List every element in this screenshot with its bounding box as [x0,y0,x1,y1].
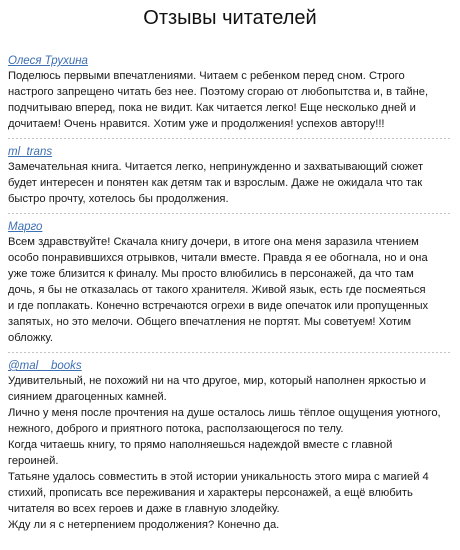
review-text-line: нежного, доброго и приятного потока, расползающегося по телу. [8,423,344,435]
review-text-line: героиней. [8,455,59,467]
review-text-line: Всем здравствуйте! Скачала книгу дочери, в итоге она меня заразила чтением [8,236,419,248]
review-text-line: Удивительный, не похожий ни на что другое, мир, который наполнен яркостью и [8,375,427,387]
review-text [8,234,452,346]
review-item [8,145,452,207]
review-text-line: Лично у меня после прочтения на душе осталось лишь тёплое ощущения уютного, [8,407,441,419]
review-text [8,68,452,132]
review-item [8,54,452,132]
review-text-line: дочитаем! Очень нравится. Хотим уже и продолжения! успехов автору!!! [8,118,385,130]
review-text-line: настрого запрещено читать без нее. Поэтому сгораю от любопытства и, в тайне, [8,86,429,98]
review-text-line: быстро прочту, хотелось бы продолжения. [8,193,229,205]
review-author-link[interactable]: @mal__books [8,360,82,372]
review-text-line: Замечательная книга. Читается легко, непринужденно и захватывающий сюжет [8,161,424,173]
review-text-line: читателя во всех героев и даже в главную злодейку. [8,503,280,515]
review-item [8,220,452,346]
review-text-line: дочь, я бы не отказалась от такого хранителя. Живой язык, есть где посмеяться [8,284,426,296]
review-text-line: запятых, но это мелочи. Общего впечатления не портят. Мы советуем! Хотим [8,316,412,328]
review-text-line: и где поплакать. Конечно встречаются огрехи в виде опечаток или пропущенных [8,300,429,312]
review-author-link[interactable]: ml_trans [8,146,53,158]
review-text-line: уже тоже близится к финалу. Мы просто влюбились в персонажей, да что там [8,268,414,280]
review-text [8,159,452,207]
review-item [8,359,452,533]
review-author-link[interactable]: Олеся Трухина [8,55,88,67]
review-text-line: особо понравившихся отрывков, читали вместе. Правда я ее обогнала, но и она [8,252,428,264]
review-text-line: стихий, прописать все переживания и характеры персонажей, а ещё влюбить [8,487,413,499]
review-text-line: сиянием драгоценных камней. [8,391,167,403]
review-text-line: Татьяне удалось совместить в этой истории уникальность этого мира с магией 4 [8,471,429,483]
page-title: Отзывы читателей [143,7,317,29]
review-text-line: Жду ли я с нетерпением продолжения? Конечно да. [8,519,280,531]
review-divider [8,213,452,214]
review-divider [8,352,452,353]
review-text-line: Когда читаешь книгу, то прямо наполняешься надеждой вместе с главной [8,439,393,451]
review-text [8,373,452,533]
review-text-line: обложку. [8,332,53,344]
review-text-line: подчитываю вперед, пока не видит. Как читается легко! Еще несколько дней и [8,102,416,114]
review-author-link[interactable]: Марго [8,221,43,233]
review-divider [8,138,452,139]
review-text-line: Поделюсь первыми впечатлениями. Читаем с ребенком перед сном. Строго [8,70,405,82]
review-text-line: будет интересен и понятен как детям так и взрослым. Даже не ожидала что так [8,177,423,189]
